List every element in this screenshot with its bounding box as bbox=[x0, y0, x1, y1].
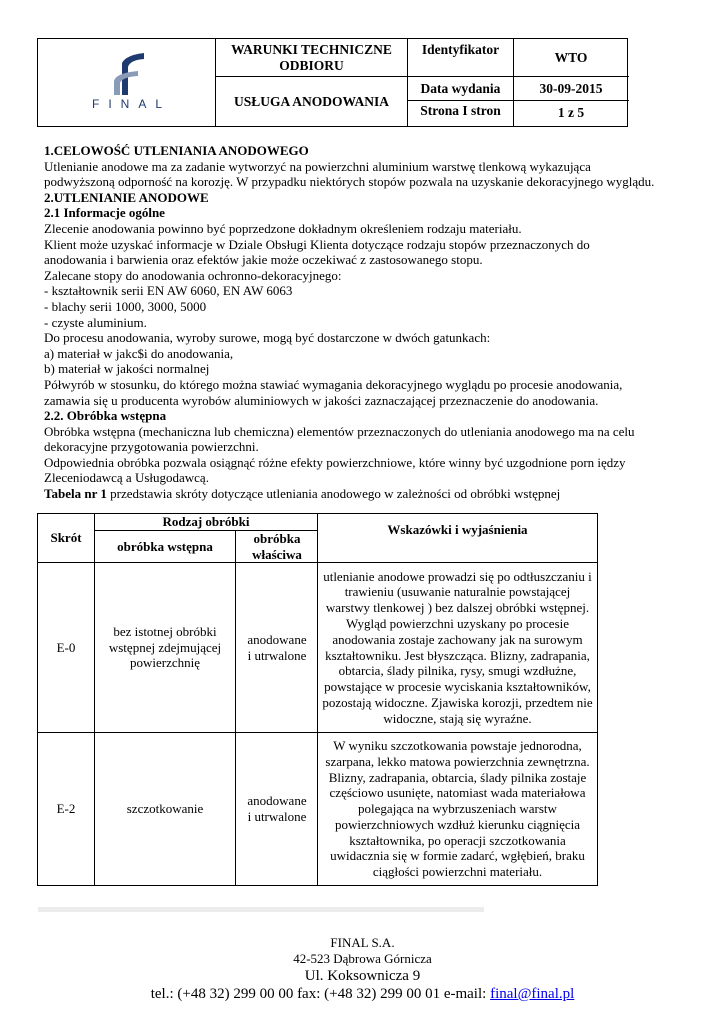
paragraph-line: zamawia się u producenta wyrobów aluminiowych w jakości zaznaczającej przeznaczenie do anodowania. bbox=[44, 392, 599, 408]
company-logo bbox=[38, 39, 216, 125]
table-cell-main-treatment: anodowane i utrwalone bbox=[247, 793, 307, 824]
list-item: - kształtownik serii EN AW 6060, EN AW 6063 bbox=[44, 283, 293, 299]
section-2-2-heading: 2.2. Obróbka wstępna bbox=[44, 408, 167, 424]
table-intro-text: przedstawia skróty dotyczące utleniania anodowego w zależności od obróbki wstępnej bbox=[106, 486, 561, 502]
table-intro-label: Tabela nr 1 bbox=[44, 486, 107, 502]
table-cell-code: E-0 bbox=[56, 639, 76, 655]
list-item: b) materiał w jakości normalnej bbox=[44, 361, 210, 377]
col-header-treatment-type: Rodzaj obróbki bbox=[162, 514, 250, 530]
paragraph-line: Zleceniodawcą a Usługodawcą. bbox=[44, 470, 209, 486]
footer-company: FINAL S.A. bbox=[330, 935, 395, 950]
col-header-notes: Wskazówki i wyjaśnienia bbox=[387, 522, 528, 538]
paragraph-line: Odpowiednia obróbka pozwala osiągnąć różne efekty powierzchniowe, które winny być uzgodnione porn iędzy bbox=[44, 454, 626, 470]
paragraph-line: Klient może uzyskać informacje w Dziale Obsługi Klienta dotyczące rodzaju stopów przeznaczonych do bbox=[44, 236, 590, 252]
list-item: - czyste aluminium. bbox=[44, 314, 147, 330]
section-1-heading: 1.CELOWOŚĆ UTLENIANIA ANODOWEGO bbox=[44, 143, 309, 158]
paragraph-line: anodowania i barwienia oraz efektów jakie może oczekiwać z zastosowanego stopu. bbox=[44, 252, 483, 268]
table-cell-pretreatment: bez istotnej obróbki wstępnej zdejmującej powierzchnię bbox=[108, 623, 222, 671]
logo-text: FINAL bbox=[91, 97, 171, 111]
paragraph-line: dekoracyjne przygotowania powierzchni. bbox=[44, 439, 259, 455]
footer-contact-text: tel.: (+48 32) 299 00 00 fax: (+48 32) 299 00 01 e-mail: bbox=[150, 986, 491, 1002]
footer bbox=[0, 935, 725, 1003]
list-item: - blachy serii 1000, 3000, 5000 bbox=[44, 298, 207, 314]
paragraph-line: Do procesu anodowania, wyroby surowe, mogą być dostarczone w dwóch gatunkach: bbox=[44, 330, 491, 346]
paragraph-line: Zalecane stopy do anodowania ochronno-dekoracyjnego: bbox=[44, 267, 342, 283]
section-2-heading: 2.UTLENIANIE ANODOWE bbox=[44, 189, 209, 205]
page-label: Strona I stron bbox=[420, 103, 501, 118]
table-intro bbox=[44, 486, 684, 502]
footer-city: 42-523 Dąbrowa Górnicza bbox=[293, 951, 432, 966]
col-header-pretreatment: obróbka wstępna bbox=[117, 538, 213, 554]
email-link[interactable]: final@final.pl bbox=[490, 986, 575, 1002]
paragraph-line: Utlenianie anodowe ma za zadanie wytworzyć na powierzchni aluminium warstwę tlenkową wykazująca bbox=[44, 158, 591, 174]
final-logo-icon bbox=[108, 51, 146, 95]
table-cell-notes: utlenianie anodowe prowadzi się po odtłuszczaniu i trawieniu (usuwanie naturalnie powstającej warstwy tlenkowej ) bez dalszej obróbki wstępnej. Wygląd powierzchni uzyskany po procesie anodowania zostaje zachowany jak na surowym kształtowniku. Jest błyszcząca. Blizny, zadrapania, obtarcia, ślady pilnika, rysy, smugi wzdłużne, powstające w procesie wyciskania kształtowników, pozostają widoczne. Zjawiska korozji, przedtem nie widoczne, stają się wyraźne. bbox=[322, 568, 593, 726]
identifier-value: WTO bbox=[554, 49, 588, 65]
footer-contact bbox=[0, 985, 725, 1003]
treatment-table bbox=[37, 513, 598, 886]
table-cell-main-treatment: anodowane i utrwalone bbox=[247, 631, 307, 663]
footer-street: Ul. Koksownicza 9 bbox=[304, 968, 421, 984]
paragraph-line: podwyższoną odporność na korozję. W przypadku niektórych stopów pozwala na uzyskanie dekoracyjnego wyglądu. bbox=[44, 174, 655, 190]
issue-date-label: Data wydania bbox=[420, 80, 501, 96]
list-item: a) materiał w jakc$i do anodowania, bbox=[44, 345, 234, 361]
paragraph-line: Obróbka wstępna (mechaniczna lub chemiczna) elementów przeznaczonych do utleniania anodowego ma na celu bbox=[44, 423, 635, 439]
service-title: USŁUGA ANODOWANIA bbox=[234, 93, 389, 109]
issue-date-value: 30-09-2015 bbox=[539, 80, 603, 96]
footer-divider bbox=[38, 907, 484, 912]
page-value: 1 z 5 bbox=[557, 105, 585, 120]
section-2-1-heading: 2.1 Informacje ogólne bbox=[44, 205, 165, 221]
document-title: WARUNKI TECHNICZNE ODBIORU bbox=[231, 41, 392, 73]
table-cell-notes: W wyniku szczotkowania powstaje jednorodna, szarpana, lekko matowa powierzchnia zewnętrzna. Blizny, zadrapania, obtarcia, ślady pilnika zostaje częściowo usunięte, natomiast wada materiałowa polegająca na wybrzuszeniach warstw powierzchniowych wzdłuż kierunku ciągnięcia kształtownika, po operacji szczotkowania uwidacznia się w formie zadarć, wgłębień, braku ciągłości powierzchni materiału. bbox=[325, 737, 590, 880]
paragraph-line: Półwyrób w stosunku, do którego można stawiać wymagania dekoracyjnego wyglądu po procesie anodowania, bbox=[44, 376, 623, 392]
document-header bbox=[37, 38, 628, 127]
document-body bbox=[44, 143, 684, 502]
col-header-code: Skrót bbox=[50, 530, 82, 546]
paragraph-line: Zlecenie anodowania powinno być poprzedzone dokładnym określeniem rodzaju materiału. bbox=[44, 220, 522, 236]
table-cell-pretreatment: szczotkowanie bbox=[126, 801, 204, 817]
table-cell-code: E-2 bbox=[56, 801, 76, 817]
identifier-label: Identyfikator bbox=[421, 41, 500, 57]
col-header-main-treatment: obróbka właściwa bbox=[252, 530, 302, 562]
